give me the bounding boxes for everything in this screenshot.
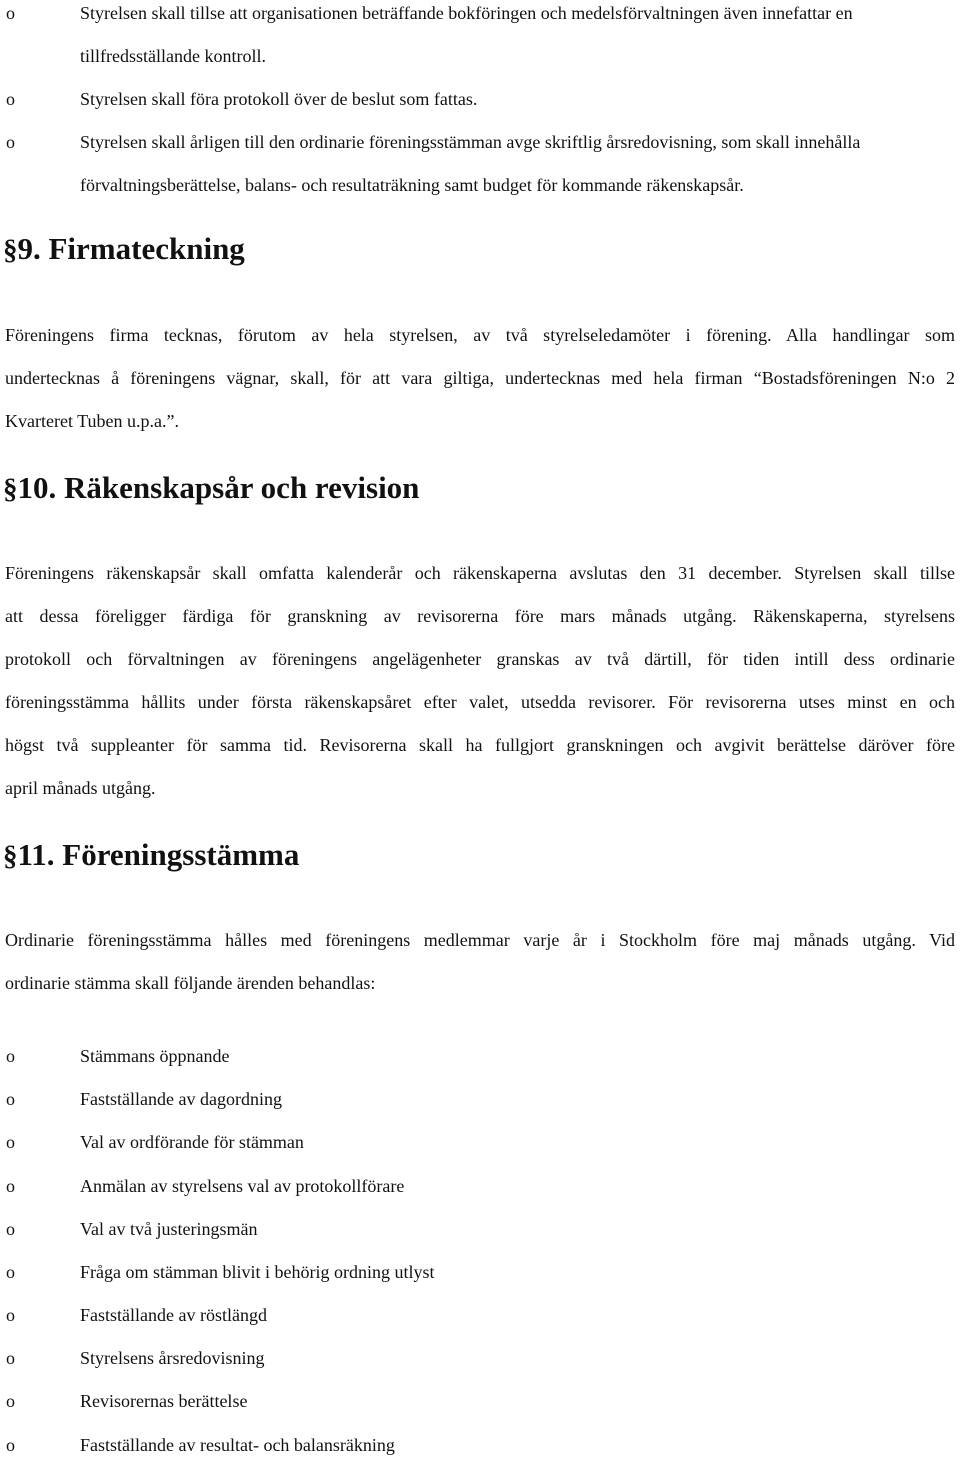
bullet-marker: o [6,1305,15,1325]
section-title: 11. Föreningsstämma [17,837,300,872]
bullet-marker: o [6,1348,15,1368]
list-item-text: förvaltningsberättelse, balans- och resultaträkning samt budget för kommande räkenskapsår. [80,175,744,195]
section-heading [3,469,419,508]
section-sign: § [3,473,18,505]
list-item: Val av ordförande för stämman [80,1132,304,1152]
paragraph-line: högst två suppleanter för samma tid. Revisorerna skall ha fullgjort granskningen och avgivit berättelse däröver före [5,735,955,755]
bullet-marker: o [6,1132,15,1152]
section-title: 10. Räkenskapsår och revision [17,470,420,505]
paragraph-line: föreningsstämma hållits under första räkenskapsåret efter valet, utsedda revisorer. För revisorerna utses minst en och [5,692,955,712]
bullet-marker: o [6,1176,15,1196]
list-item: Anmälan av styrelsens val av protokollförare [80,1176,405,1196]
list-item: Fastställande av röstlängd [80,1305,267,1325]
section-title: 9. Firmateckning [17,231,245,266]
bullet-marker: o [6,89,15,109]
paragraph-line: april månads utgång. [5,778,156,798]
paragraph-line: Ordinarie föreningsstämma hålles med föreningens medlemmar varje år i Stockholm före maj månads utgång. Vid [5,930,955,950]
list-item: Fastställande av resultat- och balansräkning [80,1435,395,1455]
bullet-marker: o [6,1089,15,1109]
list-item-text: Styrelsen skall föra protokoll över de beslut som fattas. [80,89,478,109]
paragraph-line: Föreningens räkenskapsår skall omfatta kalenderår och räkenskaperna avslutas den 31 december. Styrelsen skall tillse [5,563,955,583]
paragraph-line: att dessa föreligger färdiga för granskning av revisorerna före mars månads utgång. Räkenskaperna, styrelsens [5,606,955,626]
bullet-marker: o [6,3,15,23]
list-item: Val av två justeringsmän [80,1219,258,1239]
list-item: Styrelsens årsredovisning [80,1348,265,1368]
paragraph-line: protokoll och förvaltningen av föreningens angelägenheter granskas av två därtill, för tiden intill dess ordinarie [5,649,955,669]
list-item-text: tillfredsställande kontroll. [80,46,266,66]
section-heading [3,230,245,269]
list-item-text: Styrelsen skall tillse att organisationen beträffande bokföringen och medelsförvaltningen även innefattar en [80,3,853,23]
bullet-marker: o [6,1262,15,1282]
list-item: Fastställande av dagordning [80,1089,282,1109]
section-sign: § [3,234,18,266]
paragraph-line: ordinarie stämma skall följande ärenden behandlas: [5,973,376,993]
list-item: Stämmans öppnande [80,1046,230,1066]
paragraph-line: Föreningens firma tecknas, förutom av hela styrelsen, av två styrelseledamöter i förening. Alla handlingar som [5,325,955,345]
bullet-marker: o [6,1435,15,1455]
list-item-text: Styrelsen skall årligen till den ordinarie föreningsstämman avge skriftlig årsredovisning, som skall innehålla [80,132,861,152]
bullet-marker: o [6,1391,15,1411]
list-item: Revisorernas berättelse [80,1391,248,1411]
paragraph-line: undertecknas å föreningens vägnar, skall, för att vara giltiga, undertecknas med hela firman “Bostadsföreningen N:o 2 [5,368,955,388]
bullet-marker: o [6,1046,15,1066]
section-heading [3,836,299,875]
bullet-marker: o [6,132,15,152]
bullet-marker: o [6,1219,15,1239]
paragraph-line: Kvarteret Tuben u.p.a.”. [5,411,179,431]
section-sign: § [3,840,18,872]
list-item: Fråga om stämman blivit i behörig ordning utlyst [80,1262,435,1282]
